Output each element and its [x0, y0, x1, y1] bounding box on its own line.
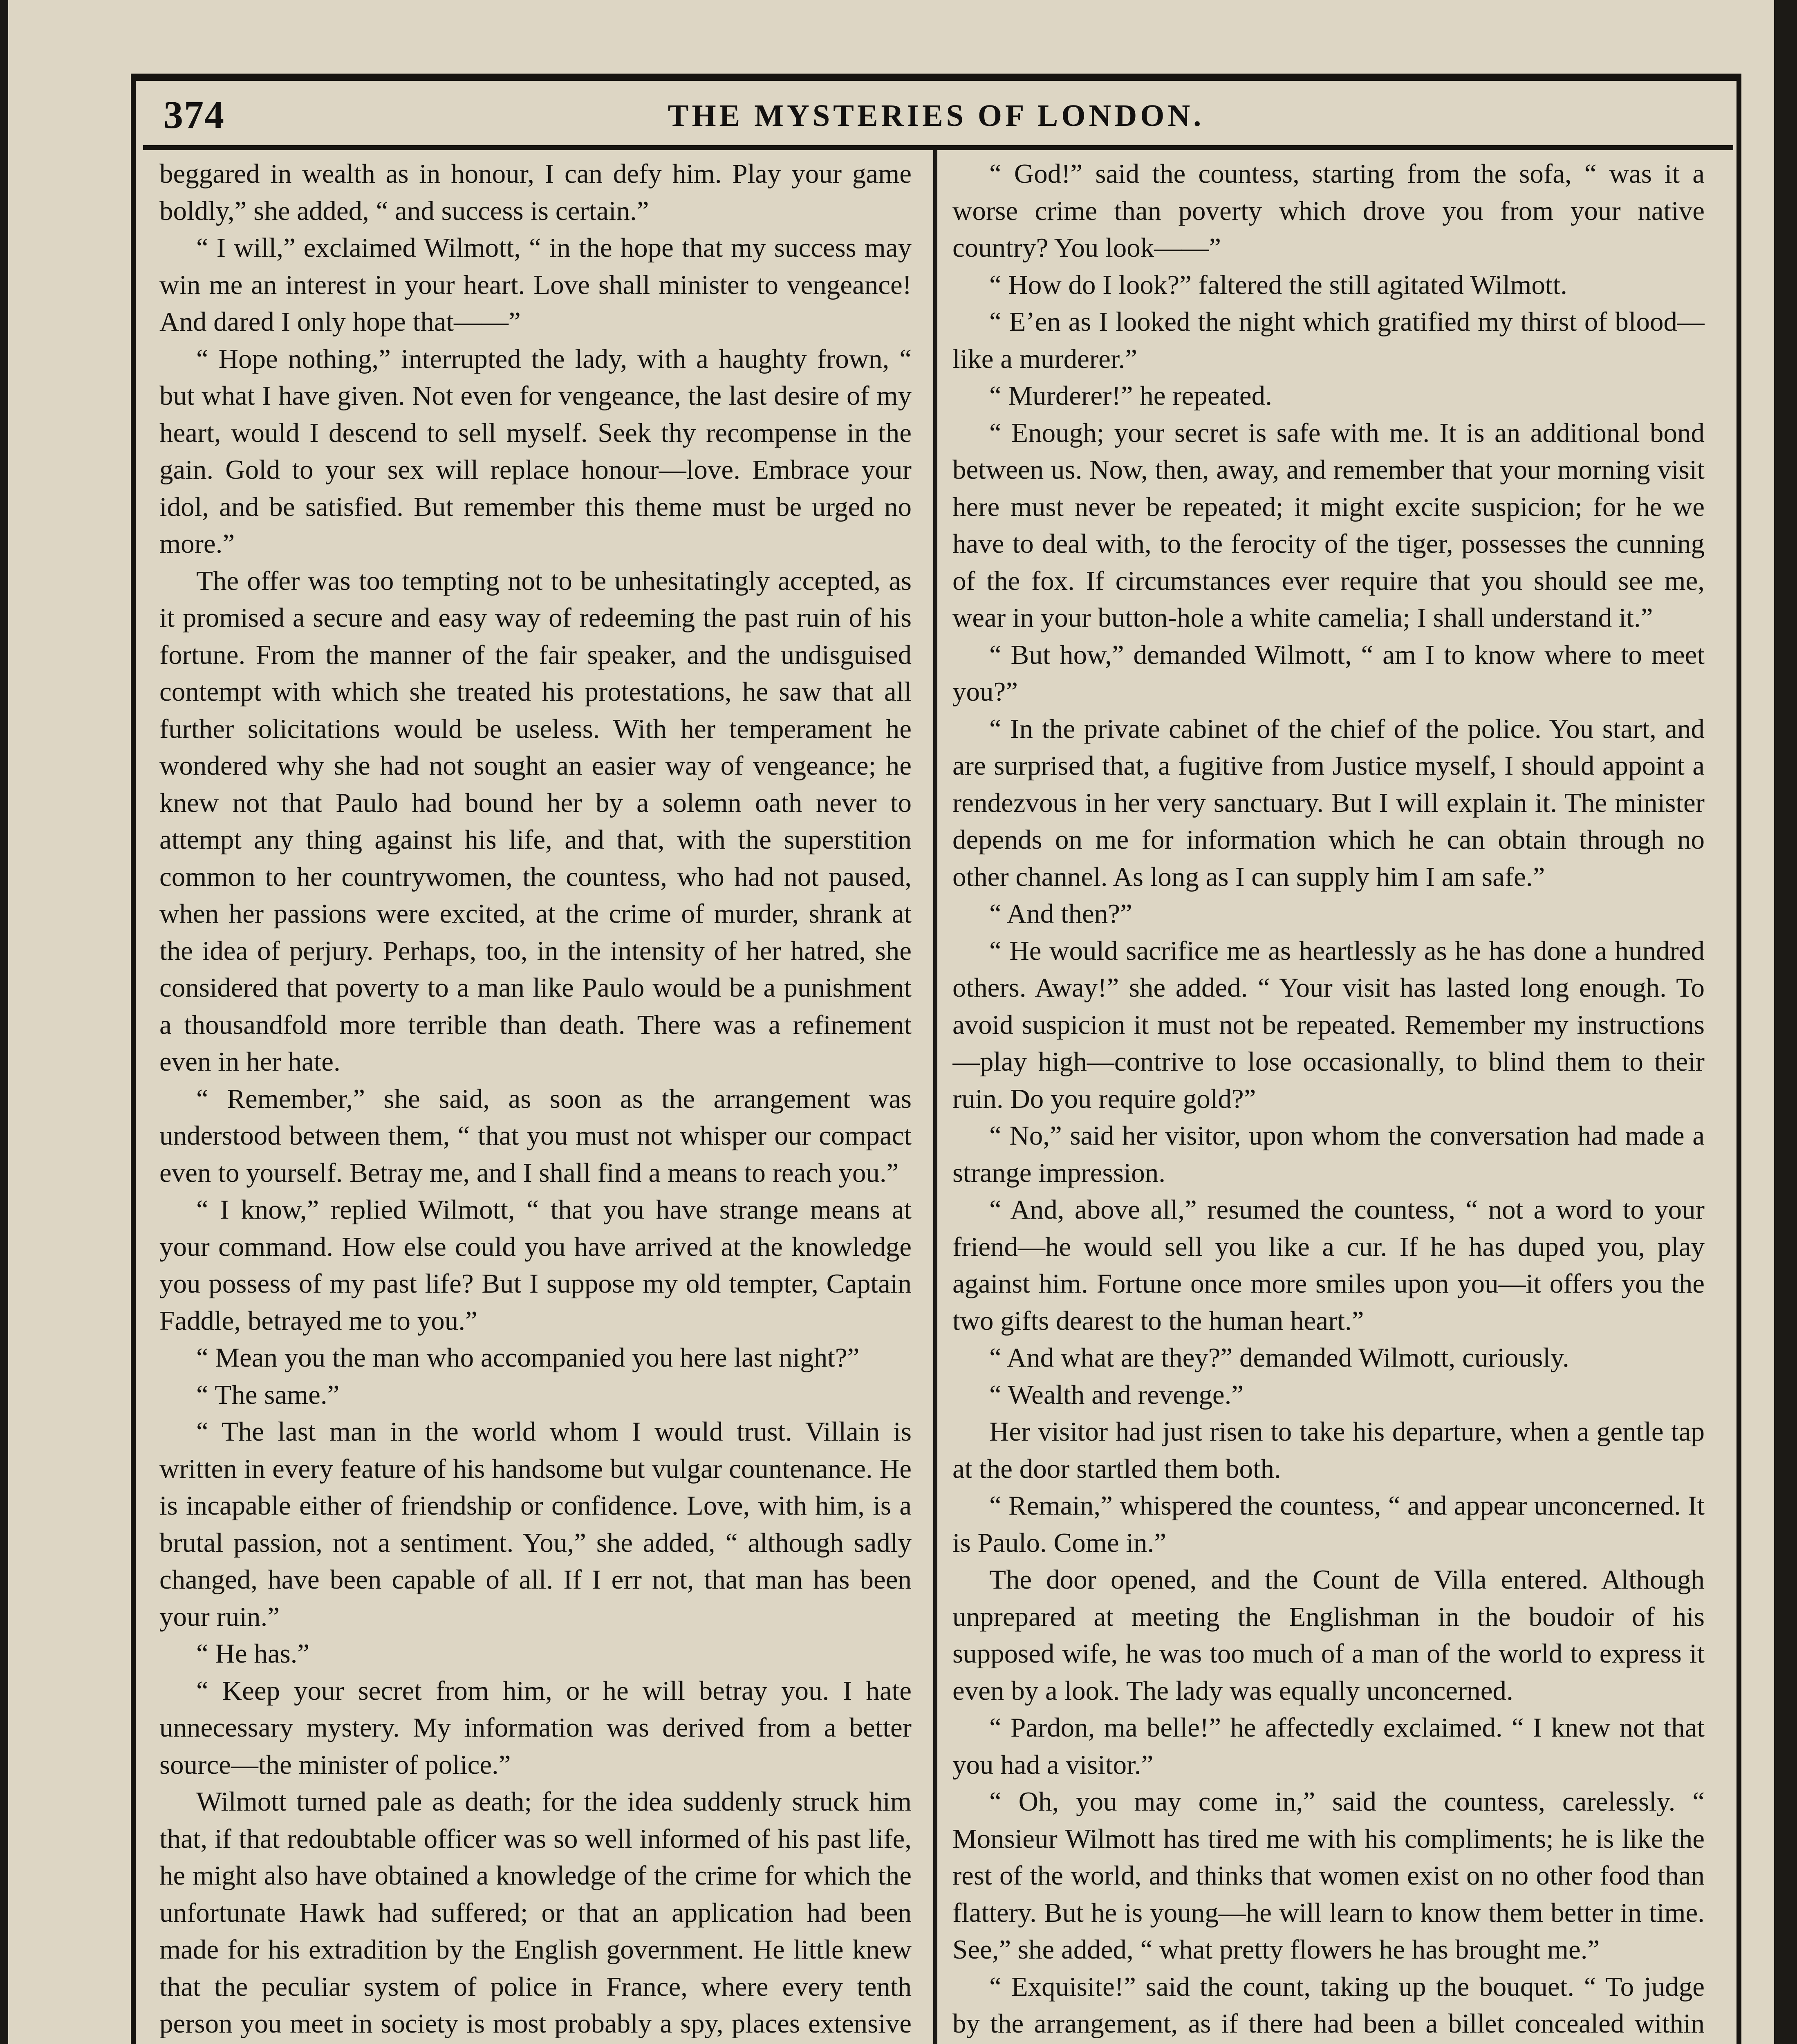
paragraph: “ I will,” exclaimed Wilmott, “ in the hope that my success may win me an interest in your heart. Love shall minister to vengeance! And dared I only hope that——” [159, 233, 912, 337]
paragraph: “ Pardon, ma belle!” he affectedly exclaimed. “ I knew not that you had a visitor.” [952, 1712, 1705, 1780]
running-header [164, 82, 1709, 143]
paragraph: “ Keep your secret from him, or he will betray you. I hate unnecessary mystery. My information was derived from a better source—the minister of police.” [159, 1675, 912, 1780]
paragraph: “ But how,” demanded Wilmott, “ am I to know where to meet you?” [952, 639, 1705, 707]
paragraph: “ In the private cabinet of the chief of the police. You start, and are surprised that, a fugitive from Justice myself, I should appoint a rendezvous in her very sanctuary. But I will explain it. The minister depends on me for information which he can obtain through no other channel. As long as I can supply him I am safe.” [952, 713, 1705, 892]
paragraph: “ The same.” [196, 1379, 340, 1410]
column-divider [933, 150, 937, 2044]
paragraph: “ No,” said her visitor, upon whom the conversation had made a strange impression. [952, 1121, 1705, 1188]
paragraph: The offer was too tempting not to be unhesitatingly accepted, as it promised a secure and easy way of redeeming the past ruin of his fortune. From the manner of the fair speaker, and the undisguised contempt with which she treated his protestations, he saw that all further solicitations would be useless. With her temperament he wondered why she had not sought an easier way of vengeance; he knew not that Paulo had bound her by a solemn oath never to attempt any thing against his life, and that, with the superstition common to her countrywomen, the countess, who had not paused, when her passions were excited, at the crime of murder, shrank at the idea of perjury. Perhaps, too, in the intensity of her hatred, she considered that poverty to a man like Paulo would be a punishment a thousandfold more terrible than death. There was a refinement even in her hate. [159, 565, 912, 1077]
paragraph: “ Hope nothing,” interrupted the lady, with a haughty frown, “ but what I have given. Not even for vengeance, the last desire of my heart, would I descend to sell myself. Seek thy recompense in the gain. Gold to your sex will replace honour—love. Embrace your idol, and be satisfied. But remember this theme must be urged no more.” [159, 343, 912, 559]
paragraph: “ Remember,” she said, as soon as the arrangement was understood between them, “ that you must not whisper our compact even to yourself. Betray me, and I shall find a means to reach you.” [159, 1083, 912, 1188]
paragraph: “ He has.” [196, 1638, 310, 1669]
paragraph: “ Wealth and revenge.” [989, 1379, 1244, 1410]
paragraph: “ He would sacrifice me as heartlessly as he has done a hundred others. Away!” she added. “ Your visit has lasted long enough. To avoid suspicion it must not be repeated. Remember my instructions—play high—contrive to lose occasionally, to blind them to their ruin. Do you require gold?” [952, 935, 1705, 1114]
newspaper-page [8, 0, 1774, 2044]
paragraph: “ I know,” replied Wilmott, “ that you have strange means at your command. How else could you have arrived at the knowledge you possess of my past life? But I suppose my old tempter, Captain Faddle, betrayed me to you.” [159, 1195, 912, 1336]
paragraph: beggared in wealth as in honour, I can defy him. Play your game boldly,” she added, “ and success is certain.” [159, 159, 912, 226]
paragraph: “ Enough; your secret is safe with me. It is an additional bond between us. Now, then, away, and remember that your morning visit here must never be repeated; it might excite suspicion; for he we have to deal with, to the ferocity of the tiger, possesses the cunning of the fox. If circumstances ever require that you should see me, wear in your button-hole a white camelia; I shall understand it.” [952, 417, 1705, 633]
paragraph: “ God!” said the countess, starting from the sofa, “ was it a worse crime than poverty which drove you from your native country? You look——” [952, 159, 1705, 263]
paragraph: “ How do I look?” faltered the still agitated Wilmott. [989, 269, 1567, 300]
paragraph: “ E’en as I looked the night which gratified my thirst of blood—like a murderer.” [952, 307, 1705, 374]
paragraph: “ Mean you the man who accompanied you here last night?” [196, 1342, 860, 1373]
page-title: THE MYSTERIES OF LONDON. [668, 99, 1205, 133]
header-rule [143, 145, 1733, 150]
paragraph: The door opened, and the Count de Villa entered. Although unprepared at meeting the Englishman in the boudoir of his supposed wife, he was too much of a man of the world to express it even by a look. The lady was equally unconcerned. [952, 1564, 1705, 1706]
right-column [952, 155, 1705, 2044]
paragraph: “ And, above all,” resumed the countess, “ not a word to your friend—he would sell you like a cur. If he has duped you, play against him. Fortune once more smiles upon you—it offers you the two gifts dearest to the human heart.” [952, 1195, 1705, 1336]
paragraph: “ Murderer!” he repeated. [989, 381, 1272, 411]
paragraph: “ Remain,” whispered the countess, “ and appear unconcerned. It is Paulo. Come in.” [952, 1490, 1705, 1558]
page-number: 374 [164, 93, 225, 137]
paragraph: Wilmott turned pale as death; for the idea suddenly struck him that, if that redoubtable officer was so well informed of his past life, he might also have obtained a knowledge of the crime for which the unfortunate Hawk had suffered; or that an application had been made for his extradition by the English government. He little knew that the peculiar system of police in France, where every tenth person you meet in society is most probably a spy, places extensive [159, 1786, 912, 2039]
left-column [159, 155, 912, 2044]
paragraph: “ Oh, you may come in,” said the countess, carelessly. “ Monsieur Wilmott has tired me with his compliments; he is like the rest of the world, and thinks that women exist on no other food than flattery. But he is young—he will learn to know them better in time. See,” she added, “ what pretty flowers he has brought me.” [952, 1786, 1705, 1965]
paragraph: “ And what are they?” demanded Wilmott, curiously. [989, 1342, 1569, 1373]
paragraph: “ And then?” [989, 899, 1132, 929]
paragraph: “ Exquisite!” said the count, taking up the bouquet. “ To judge by the arrangement, as if there had been a billet concealed within [952, 1971, 1705, 2039]
paragraph: “ The last man in the world whom I would trust. Villain is written in every feature of his handsome but vulgar countenance. He is incapable either of friendship or confidence. Love, with him, is a brutal passion, not a sentiment. You,” she added, “ although sadly changed, have been capable of all. If I err not, that man has been your ruin.” [159, 1416, 912, 1632]
paragraph: Her visitor had just risen to take his departure, when a gentle tap at the door startled them both. [952, 1416, 1705, 1484]
